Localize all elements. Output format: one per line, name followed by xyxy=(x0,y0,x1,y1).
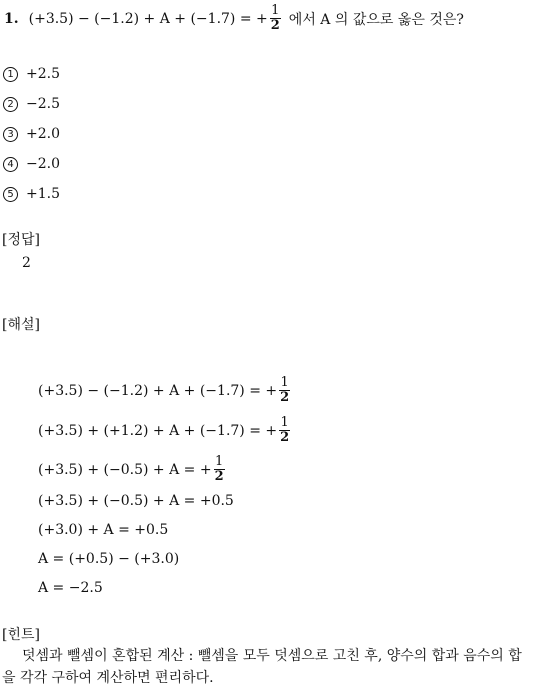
fraction-numerator: 1 xyxy=(214,454,224,469)
explanation-step-2 xyxy=(38,416,292,445)
step-expression: (+3.5) + (+1.2) + A + (−1.7) = + xyxy=(38,422,278,439)
step-fraction xyxy=(279,416,290,445)
option-marker: 5 xyxy=(3,187,18,202)
option-value: −2.0 xyxy=(26,156,60,172)
option-marker: 1 xyxy=(3,67,18,82)
option-4[interactable] xyxy=(3,156,60,172)
hint-text: 덧셈과 뺄셈이 혼합된 계산 : 뺄셈을 모두 덧셈으로 고친 후, 양수의 합과 음수의 합을 각각 구하여 계산하면 편리하다. xyxy=(2,648,522,686)
explanation-step-6: A = (+0.5) − (+3.0) xyxy=(38,551,180,567)
explanation-step-3 xyxy=(38,455,227,484)
explanation-label: [해설] xyxy=(2,317,40,333)
hint-label: [힌트] xyxy=(2,627,40,643)
explanation-step-4: (+3.5) + (−0.5) + A = +0.5 xyxy=(38,493,234,509)
option-value: +2.5 xyxy=(26,66,60,82)
step-expression: (+3.5) − (−1.2) + A + (−1.7) = + xyxy=(38,382,278,399)
question-fraction xyxy=(270,4,281,33)
fraction-numerator: 1 xyxy=(280,375,289,390)
fraction-denominator: 2 xyxy=(270,18,280,33)
option-marker: 2 xyxy=(3,97,18,112)
option-value: +1.5 xyxy=(26,186,60,202)
fraction-denominator: 2 xyxy=(214,469,224,484)
option-marker: 4 xyxy=(3,157,18,172)
option-value: −2.5 xyxy=(26,96,60,112)
option-marker: 3 xyxy=(3,127,18,142)
step-expression: (+3.5) + (−0.5) + A = + xyxy=(38,461,212,478)
fraction-denominator: 2 xyxy=(280,390,290,405)
option-5[interactable] xyxy=(3,186,60,202)
option-3[interactable] xyxy=(3,126,60,142)
fraction-numerator: 1 xyxy=(280,415,289,430)
fraction-numerator: 1 xyxy=(271,3,280,18)
explanation-step-5: (+3.0) + A = +0.5 xyxy=(38,522,169,538)
question-suffix: 에서 A 의 값으로 옳은 것은? xyxy=(288,11,464,28)
explanation-step-7: A = −2.5 xyxy=(38,580,103,596)
option-1[interactable] xyxy=(3,66,60,82)
question-expression: (+3.5) − (−1.2) + A + (−1.7) = + xyxy=(28,10,268,27)
fraction-denominator: 2 xyxy=(280,430,290,445)
option-value: +2.0 xyxy=(26,126,60,142)
step-fraction xyxy=(279,376,290,405)
question-number: 1. xyxy=(4,10,19,27)
option-2[interactable] xyxy=(3,96,60,112)
answer-label: [정답] xyxy=(2,232,40,248)
answer-value: 2 xyxy=(22,255,31,271)
explanation-step-1 xyxy=(38,376,292,405)
step-fraction xyxy=(214,455,225,484)
question-line xyxy=(4,4,464,33)
